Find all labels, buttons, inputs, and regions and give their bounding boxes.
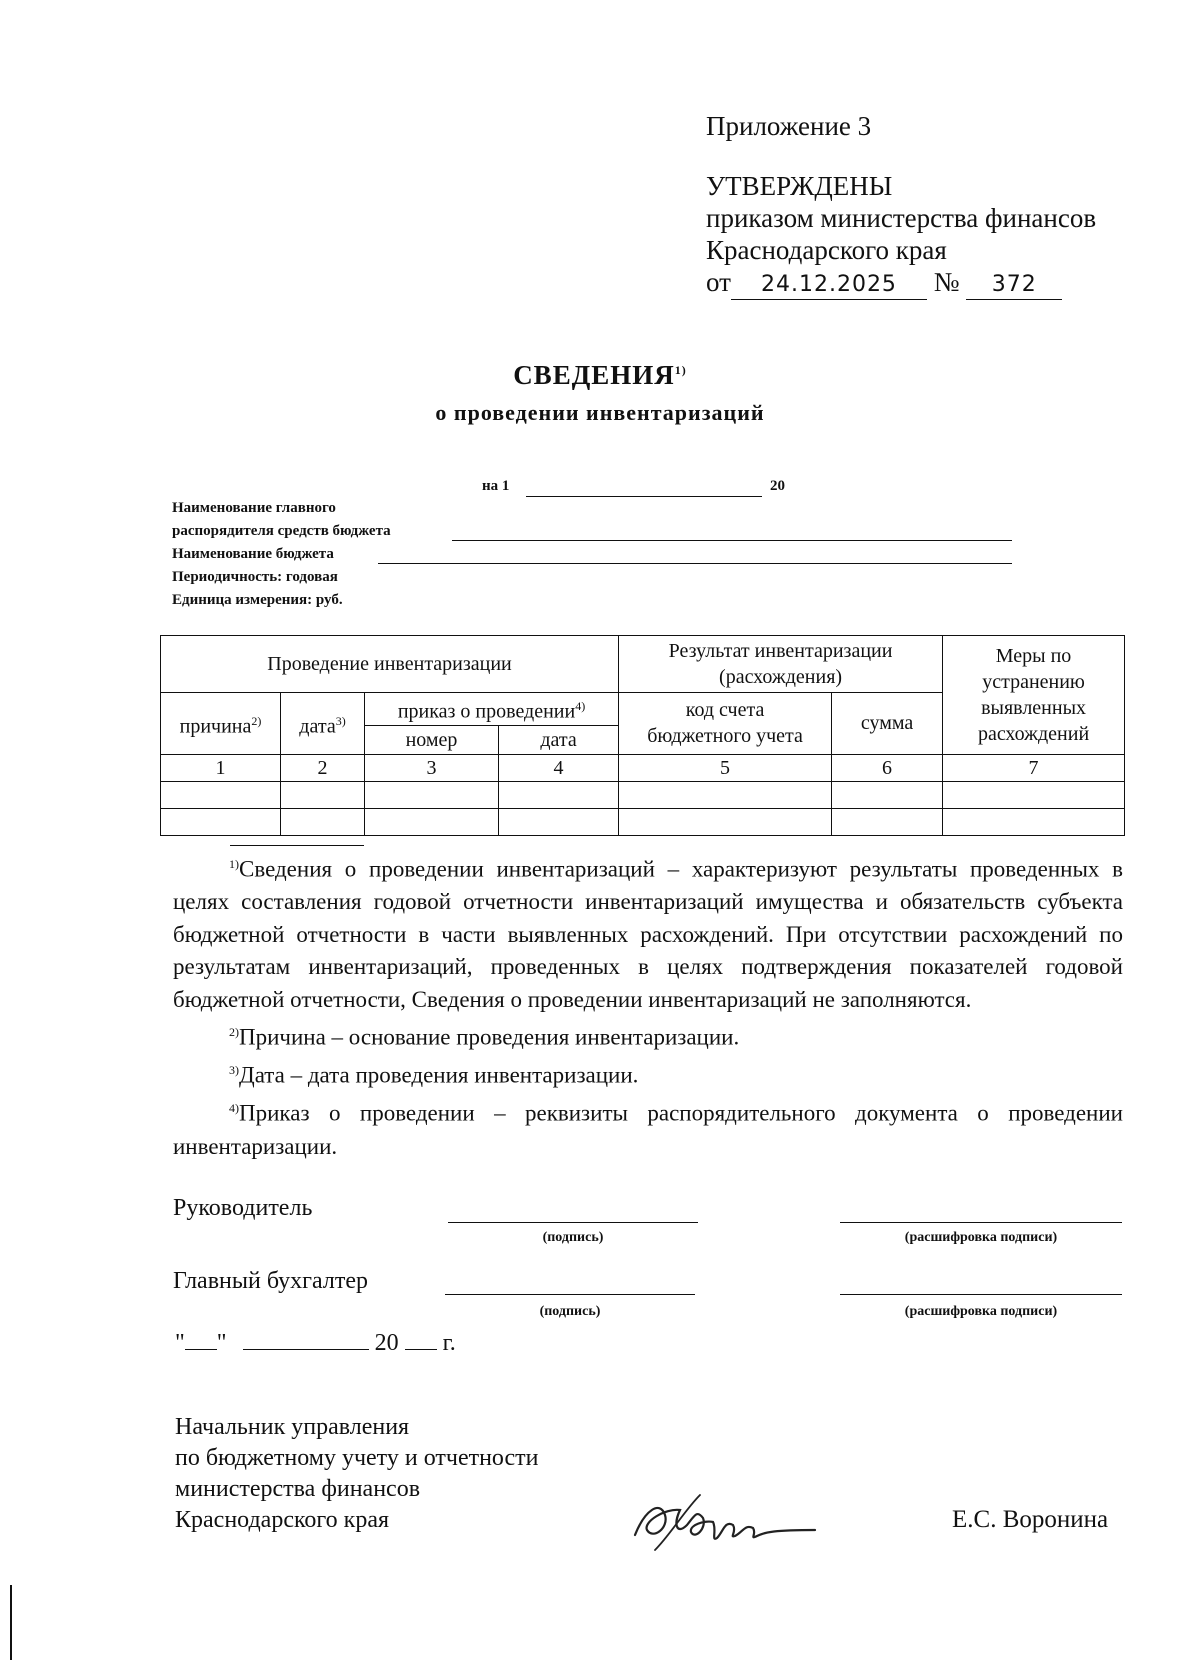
header-measures-line2: устранению	[982, 670, 1085, 693]
date-day-blank	[185, 1349, 217, 1350]
footnotes	[173, 848, 1123, 1163]
head-signature-line	[448, 1222, 698, 1223]
col-number-1: 1	[161, 754, 281, 781]
approval-date-row	[706, 266, 1096, 300]
as-of-date-line	[526, 496, 762, 497]
header-result	[619, 636, 943, 693]
order-date: 24.12.2025	[731, 271, 927, 300]
head-signature-caption: (подпись)	[542, 1230, 604, 1245]
date-month-blank	[243, 1349, 369, 1350]
header-reason: причина$^{2)}$	[161, 693, 281, 755]
as-of-prefix: на 1	[482, 478, 510, 494]
col-number-3: 3	[365, 754, 499, 781]
date-row: " " 20 г.	[175, 1330, 456, 1356]
header-account	[619, 693, 832, 755]
date-year-prefix: 20	[374, 1330, 399, 1356]
footnote-2: $^{2)}$Причина – основание проведения инвентаризации.	[229, 1024, 740, 1050]
budget-name-label: Наименование бюджета	[172, 546, 334, 562]
document-subtitle: о проведении инвентаризаций	[435, 400, 765, 425]
header-measures-line1: Меры по	[995, 644, 1072, 667]
footnote-3: $^{3)}$Дата – дата проведения инвентаризации.	[229, 1062, 639, 1088]
chief-decoding-line	[840, 1294, 1122, 1295]
footer-line-4: Краснодарского края	[175, 1507, 390, 1533]
date-suffix: г.	[442, 1330, 456, 1356]
header-conduct: Проведение инвентаризации	[161, 636, 619, 693]
as-of-year: 20	[770, 478, 785, 494]
handwritten-signature	[625, 1480, 825, 1565]
footer-line-1: Начальник управления	[175, 1414, 410, 1440]
approved-by-order: приказом министерства финансов	[706, 203, 1097, 233]
signer-name: Е.С. Воронина	[952, 1506, 1109, 1533]
head-label: Руководитель	[173, 1195, 313, 1221]
date-prefix: от	[706, 267, 731, 297]
table-row	[161, 781, 1125, 808]
appendix-label: Приложение 3	[706, 111, 872, 141]
col-number-2: 2	[281, 754, 365, 781]
footer-position	[175, 1412, 539, 1536]
column-numbers-row	[161, 754, 1125, 781]
footer-line-3: министерства финансов	[175, 1476, 421, 1502]
title-text: СВЕДЕНИЯ	[513, 360, 675, 390]
chief-signature-caption: (подпись)	[539, 1304, 601, 1319]
number-prefix: №	[933, 267, 960, 297]
title-footnote-mark: 1)	[674, 363, 687, 377]
document-title	[0, 360, 1200, 391]
date-year-blank	[405, 1349, 437, 1350]
unit-label: Единица измерения: руб.	[172, 592, 343, 608]
main-manager-label-2: распорядителя средств бюджета	[172, 523, 391, 539]
footnote-1: $^{1)}$Сведения о проведении инвентаризаций – характеризуют результаты проведенных в целях составления годовой отчетности инвентаризаций имущества и обязательств субъекта бюджетной отчетности в части выявленных расхождений. При отсутствии расхождений по результатам инвентаризаций, проведенных в целях подтверждения показателей годовой бюджетной отчетности, Сведения о проведении инвентаризаций не заполняются.	[173, 856, 1123, 1012]
header-order-number: номер	[365, 725, 499, 754]
header-date: дата$^{3)}$	[281, 693, 365, 755]
main-manager-line	[452, 540, 1012, 541]
periodicity-label: Периодичность: годовая	[172, 569, 338, 585]
footer-line-2: по бюджетному учету и отчетности	[175, 1445, 539, 1471]
header-order-date: дата	[499, 725, 619, 754]
header-account-line1: код счета	[685, 699, 765, 722]
header-result-line1: Результат инвентаризации	[668, 640, 893, 662]
table-row	[161, 808, 1125, 835]
chief-accountant-label: Главный бухгалтер	[173, 1268, 368, 1294]
budget-name-line	[378, 563, 1012, 564]
order-number: 372	[966, 271, 1062, 300]
inventory-table	[160, 635, 1125, 836]
head-decoding-caption: (расшифровка подписи)	[904, 1230, 1058, 1245]
main-manager-label-1: Наименование главного	[172, 500, 336, 516]
footnote-4: $^{4)}$Приказ о проведении – реквизиты распорядительного документа о проведении инвентаризации.	[173, 1101, 1123, 1159]
col-number-4: 4	[499, 754, 619, 781]
scan-margin-mark	[10, 1585, 12, 1660]
header-sum: сумма	[832, 693, 943, 755]
chief-signature-line	[445, 1294, 695, 1295]
header-order: приказ о проведении$^{4)}$	[365, 693, 619, 726]
header-account-line2: бюджетного учета	[647, 725, 803, 748]
header-measures-line4: расхождений	[977, 722, 1090, 745]
approved-label: УТВЕРЖДЕНЫ	[706, 171, 893, 201]
header-measures-line3: выявленных	[981, 696, 1087, 719]
header-measures	[943, 636, 1125, 755]
col-number-5: 5	[619, 754, 832, 781]
footnote-separator	[230, 845, 364, 846]
approval-block	[706, 110, 1096, 300]
chief-decoding-caption: (расшифровка подписи)	[904, 1304, 1058, 1319]
col-number-7: 7	[943, 754, 1125, 781]
header-result-line2: (расхождения)	[719, 666, 843, 688]
head-decoding-line	[840, 1222, 1122, 1223]
approval-region: Краснодарского края	[706, 235, 947, 265]
col-number-6: 6	[832, 754, 943, 781]
